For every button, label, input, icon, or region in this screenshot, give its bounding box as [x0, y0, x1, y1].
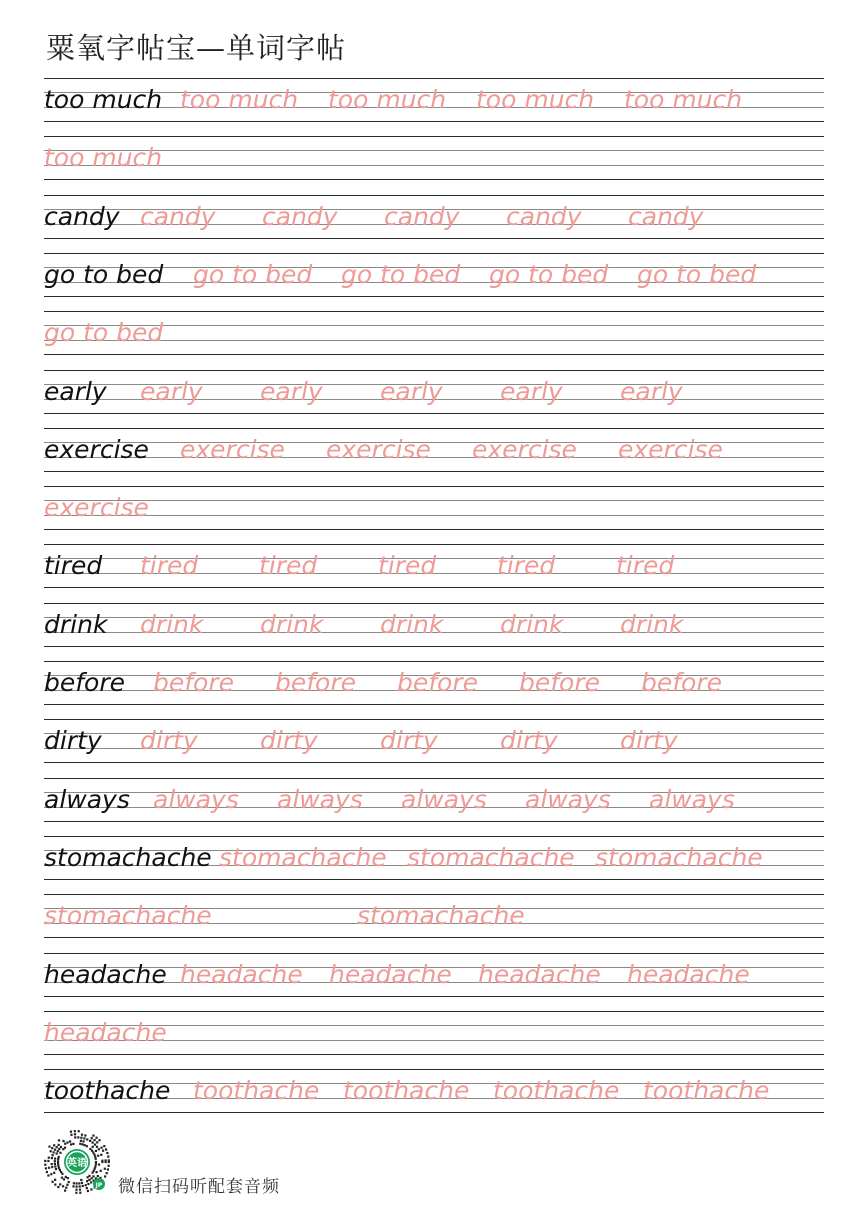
practice-row — [44, 836, 824, 880]
model-word: toothache — [44, 1076, 171, 1105]
trace-word: go to bed — [489, 260, 609, 289]
trace-word: exercise — [326, 435, 431, 464]
footer-caption: 微信扫码听配套音频 — [118, 1177, 280, 1197]
practice-row — [44, 1069, 824, 1113]
practice-row — [44, 603, 824, 647]
model-word: before — [44, 668, 126, 697]
practice-row — [44, 486, 824, 530]
trace-word: always — [649, 785, 735, 814]
model-word: stomachache — [44, 843, 212, 872]
trace-word: toothache — [493, 1076, 620, 1105]
trace-word: always — [401, 785, 487, 814]
trace-word: drink — [500, 610, 564, 639]
practice-row — [44, 778, 824, 822]
trace-word: early — [620, 377, 683, 406]
trace-word: exercise — [180, 435, 285, 464]
trace-word: stomachache — [44, 901, 212, 930]
trace-word: before — [397, 668, 479, 697]
trace-word: early — [500, 377, 563, 406]
qr-badge-label: 英语 — [67, 1158, 87, 1169]
trace-word: tired — [140, 551, 199, 580]
trace-word: dirty — [140, 726, 198, 755]
trace-word: exercise — [618, 435, 723, 464]
trace-word: too much — [44, 143, 163, 172]
practice-row — [44, 311, 824, 355]
trace-word: tired — [259, 551, 318, 580]
trace-word: headache — [44, 1018, 167, 1047]
practice-row — [44, 719, 824, 763]
trace-word: tired — [497, 551, 556, 580]
trace-word: too much — [328, 85, 447, 114]
trace-word: dirty — [500, 726, 558, 755]
model-word: drink — [44, 610, 108, 639]
trace-word: drink — [380, 610, 444, 639]
trace-word: dirty — [260, 726, 318, 755]
trace-word: too much — [624, 85, 743, 114]
trace-word: before — [275, 668, 357, 697]
trace-word: headache — [180, 960, 303, 989]
trace-word: stomachache — [357, 901, 525, 930]
trace-word: stomachache — [595, 843, 763, 872]
practice-row — [44, 1011, 824, 1055]
trace-word: drink — [260, 610, 324, 639]
trace-word: go to bed — [44, 318, 164, 347]
practice-row — [44, 544, 824, 588]
trace-word: always — [277, 785, 363, 814]
trace-word: drink — [620, 610, 684, 639]
qr-badge-sub: JP — [95, 1182, 103, 1189]
model-word: early — [44, 377, 107, 406]
model-word: too much — [44, 85, 163, 114]
model-word: dirty — [44, 726, 102, 755]
trace-word: headache — [329, 960, 452, 989]
trace-word: go to bed — [637, 260, 757, 289]
trace-word: go to bed — [341, 260, 461, 289]
trace-word: dirty — [380, 726, 438, 755]
model-word: tired — [44, 551, 103, 580]
model-word: exercise — [44, 435, 149, 464]
trace-word: always — [153, 785, 239, 814]
practice-row — [44, 78, 824, 122]
trace-word: always — [525, 785, 611, 814]
trace-word: stomachache — [219, 843, 387, 872]
trace-word: toothache — [643, 1076, 770, 1105]
model-word: candy — [44, 202, 120, 231]
page-title: 粟氧字帖宝—单词字帖 — [46, 31, 347, 65]
practice-row — [44, 370, 824, 414]
model-word: go to bed — [44, 260, 164, 289]
trace-word: dirty — [620, 726, 678, 755]
trace-word: toothache — [193, 1076, 320, 1105]
trace-word: toothache — [343, 1076, 470, 1105]
trace-word: early — [260, 377, 323, 406]
trace-word: candy — [384, 202, 460, 231]
trace-word: stomachache — [407, 843, 575, 872]
trace-word: tired — [616, 551, 675, 580]
trace-word: before — [153, 668, 235, 697]
trace-word: candy — [628, 202, 704, 231]
trace-word: go to bed — [193, 260, 313, 289]
trace-word: too much — [476, 85, 595, 114]
trace-word: headache — [627, 960, 750, 989]
trace-word: candy — [506, 202, 582, 231]
trace-word: candy — [140, 202, 216, 231]
trace-word: drink — [140, 610, 204, 639]
trace-word: exercise — [44, 493, 149, 522]
trace-word: early — [380, 377, 443, 406]
model-word: headache — [44, 960, 167, 989]
practice-row — [44, 953, 824, 997]
trace-word: exercise — [472, 435, 577, 464]
model-word: always — [44, 785, 130, 814]
practice-row — [44, 253, 824, 297]
worksheet — [44, 0, 824, 1227]
trace-word: before — [519, 668, 601, 697]
practice-row — [44, 894, 824, 938]
trace-word: headache — [478, 960, 601, 989]
trace-word: before — [641, 668, 723, 697]
practice-row — [44, 428, 824, 472]
trace-word: tired — [378, 551, 437, 580]
practice-row — [44, 195, 824, 239]
trace-word: candy — [262, 202, 338, 231]
qr-code[interactable] — [42, 1128, 112, 1196]
trace-word: too much — [180, 85, 299, 114]
trace-word: early — [140, 377, 203, 406]
practice-row — [44, 661, 824, 705]
practice-row — [44, 136, 824, 180]
